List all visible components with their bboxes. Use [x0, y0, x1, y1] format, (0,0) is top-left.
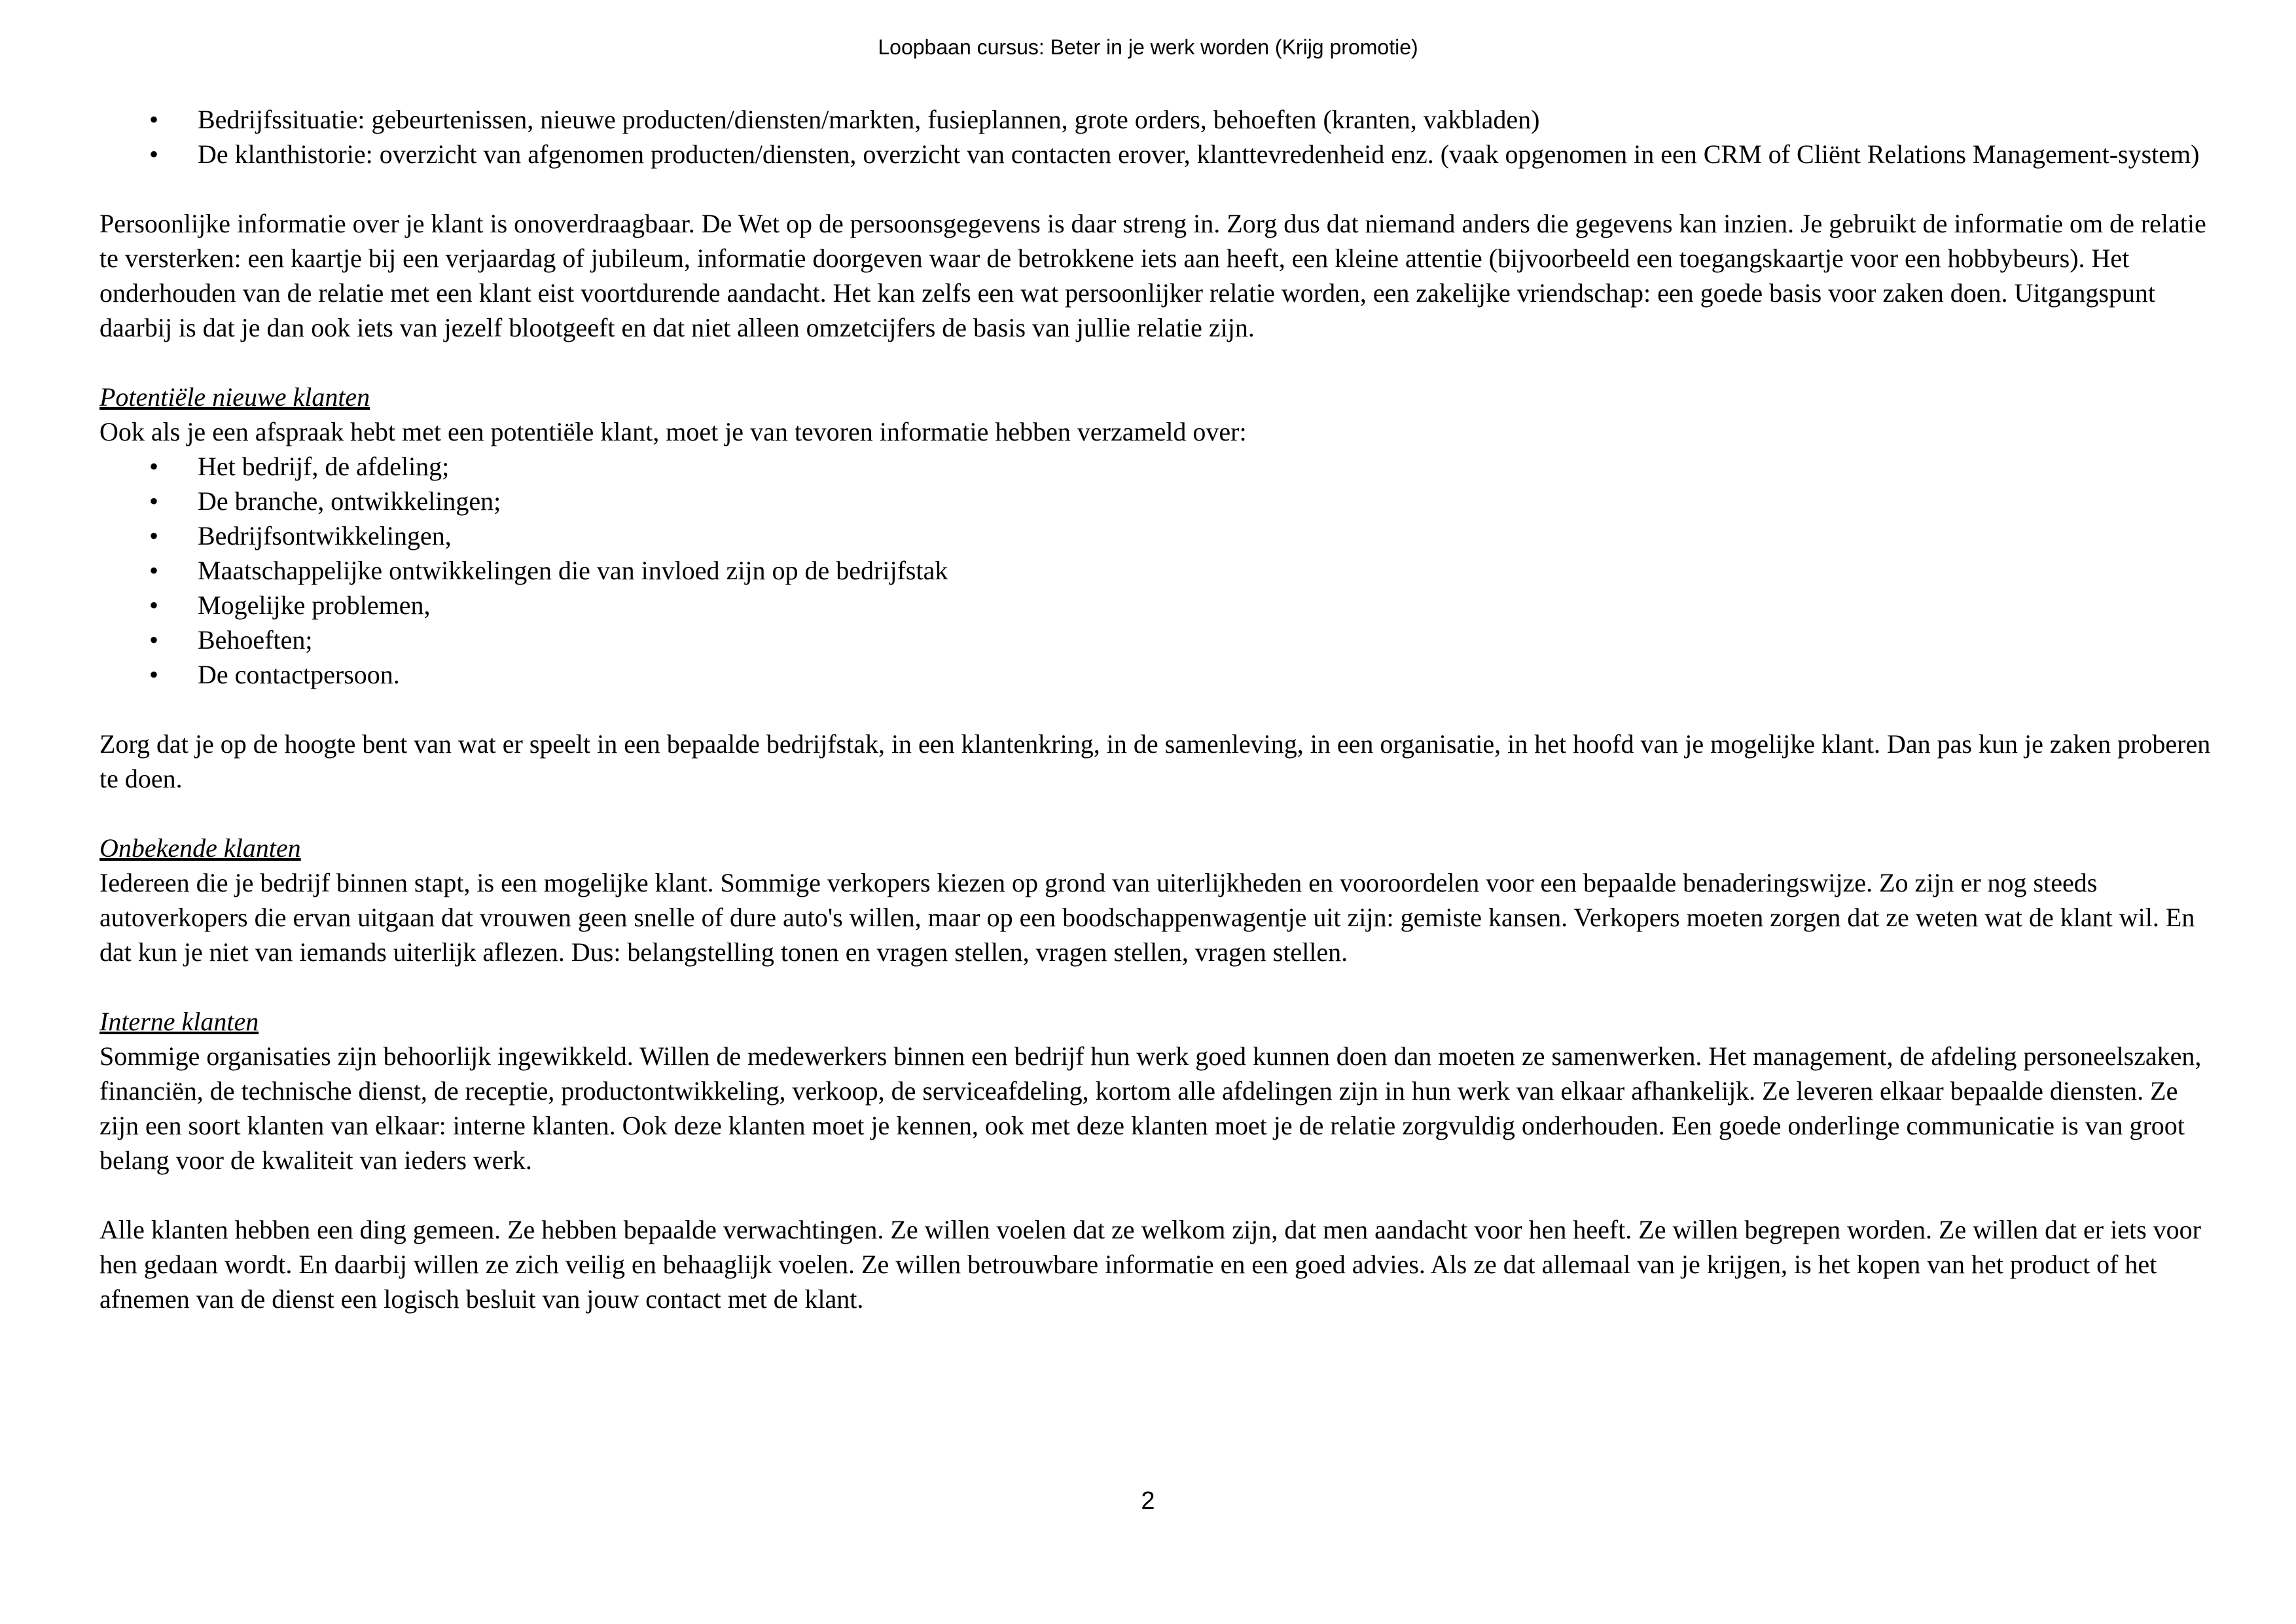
- list-item: [99, 588, 2220, 623]
- bullet-icon: •: [149, 486, 159, 516]
- unknown-clients-heading: Onbekende klanten: [99, 833, 301, 863]
- bullet-icon: •: [149, 660, 159, 689]
- bullet-icon: •: [149, 556, 159, 585]
- list-item-text: Het bedrijf, de afdeling;: [198, 452, 450, 481]
- bullet-icon: •: [149, 139, 159, 169]
- list-item-text: Bedrijfssituatie: gebeurtenissen, nieuwe producten/diensten/markten, fusieplannen, grote orders, behoeften (kranten, vakbladen): [198, 105, 1540, 134]
- potential-clients-heading: Potentiële nieuwe klanten: [99, 382, 370, 412]
- list-item-text: Bedrijfsontwikkelingen,: [198, 521, 452, 550]
- bullet-icon: •: [149, 452, 159, 481]
- list-item-text: Behoeften;: [198, 625, 313, 655]
- potential-clients-list: [99, 449, 2220, 692]
- list-item-text: Mogelijke problemen,: [198, 590, 431, 620]
- page-header: Loopbaan cursus: Beter in je werk worden (Krijg promotie): [878, 35, 1418, 59]
- internal-clients-heading: Interne klanten: [99, 1007, 259, 1036]
- list-item: [99, 449, 2220, 484]
- internal-clients-paragraph: Sommige organisaties zijn behoorlijk ingewikkeld. Willen de medewerkers binnen een bedrijf hun werk goed kunnen doen dan moeten ze samenwerken. Het management, de afdeling personeelszaken, financiën, de technische dienst, de receptie, productontwikkeling, verkoop, de serviceafdeling, kortom alle afdelingen zijn in hun werk van elkaar afhankelijk. Ze leveren elkaar bepaalde diensten. Ze zijn een soort klanten van elkaar: interne klanten. Ook deze klanten moet je kennen, ook met deze klanten moet je de relatie zorgvuldig onderhouden. Een goede onderlinge communicatie is van groot belang voor de kwaliteit van ieders werk.: [99, 1041, 2202, 1175]
- list-item: [99, 484, 2220, 518]
- personal-info-paragraph: Persoonlijke informatie over je klant is onoverdraagbaar. De Wet op de persoonsgegevens is daar streng in. Zorg dus dat niemand anders die gegevens kan inzien. Je gebruikt de informatie om de relatie te versterken: een kaartje bij een verjaardag of jubileum, informatie doorgeven waar de betrokkene iets aan heeft, een kleine attentie (bijvoorbeeld een toegangskaartje voor een hobbybeurs). Het onderhouden van de relatie met een klant eist voortdurende aandacht. Het kan zelfs een wat persoonlijker relatie worden, een zakelijke vriendschap: een goede basis voor zaken doen. Uitgangspunt daarbij is dat je dan ook iets van jezelf blootgeeft en dat niet alleen omzetcijfers de basis van jullie relatie zijn.: [99, 209, 2206, 342]
- bullet-icon: •: [149, 521, 159, 550]
- company-info-list: [99, 102, 2220, 171]
- list-item-text: Maatschappelijke ontwikkelingen die van invloed zijn op de bedrijfstak: [198, 556, 948, 585]
- bullet-icon: •: [149, 625, 159, 655]
- list-item: [99, 623, 2220, 657]
- potential-clients-intro: Ook als je een afspraak hebt met een potentiële klant, moet je van tevoren informatie hebben verzameld over:: [99, 417, 1247, 446]
- closing-paragraph: Alle klanten hebben een ding gemeen. Ze hebben bepaalde verwachtingen. Ze willen voelen dat ze welkom zijn, dat men aandacht voor hen heeft. Ze willen begrepen worden. Ze willen dat er iets voor hen gedaan wordt. En daarbij willen ze zich veilig en behaaglijk voelen. Ze willen betrouwbare informatie en een goed advies. Als ze dat allemaal van je krijgen, is het kopen van het product of het afnemen van de dienst een logisch besluit van jouw contact met de klant.: [99, 1215, 2201, 1314]
- list-item: [99, 518, 2220, 553]
- list-item: [99, 137, 2220, 171]
- potential-clients-paragraph: Zorg dat je op de hoogte bent van wat er speelt in een bepaalde bedrijfstak, in een klantenkring, in de samenleving, in een organisatie, in het hoofd van je mogelijke klant. Dan pas kun je zaken proberen te doen.: [99, 729, 2211, 793]
- bullet-icon: •: [149, 590, 159, 620]
- list-item: [99, 553, 2220, 588]
- list-item: [99, 657, 2220, 692]
- bullet-icon: •: [149, 105, 159, 134]
- list-item-text: De klanthistorie: overzicht van afgenomen producten/diensten, overzicht van contacten erover, klanttevredenheid enz. (vaak opgenomen in een CRM of Cliënt Relations Management-system): [198, 139, 2200, 169]
- page-number: 2: [1141, 1487, 1155, 1515]
- list-item-text: De branche, ontwikkelingen;: [198, 486, 501, 516]
- list-item: [99, 102, 2220, 137]
- unknown-clients-paragraph: Iedereen die je bedrijf binnen stapt, is een mogelijke klant. Sommige verkopers kiezen op grond van uiterlijkheden en vooroordelen voor een bepaalde benaderingswijze. Zo zijn er nog steeds autoverkopers die ervan uitgaan dat vrouwen geen snelle of dure auto's willen, maar op een boodschappenwagentje uit zijn: gemiste kansen. Verkopers moeten zorgen dat ze weten wat de klant wil. En dat kun je niet van iemands uiterlijk aflezen. Dus: belangstelling tonen en vragen stellen, vragen stellen, vragen stellen.: [99, 868, 2195, 967]
- document-body: [99, 102, 2220, 1351]
- list-item-text: De contactpersoon.: [198, 660, 400, 689]
